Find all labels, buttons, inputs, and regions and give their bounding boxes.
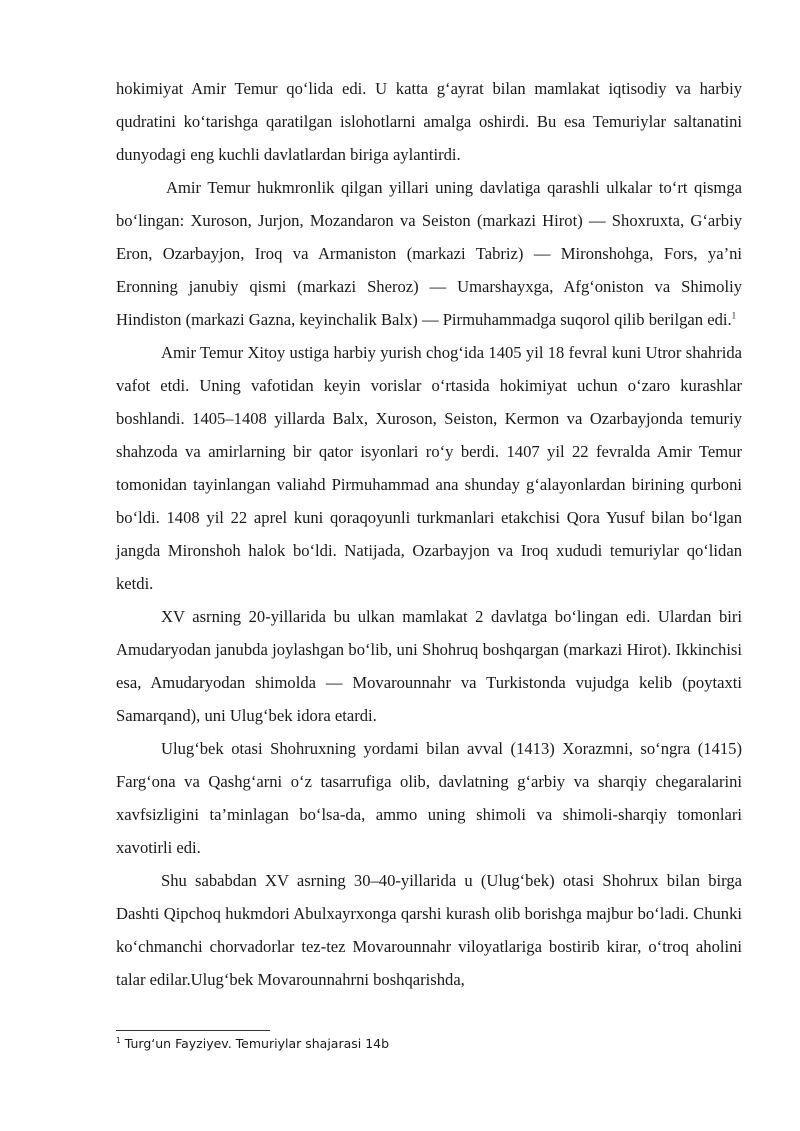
paragraph-4: XV asrning 20-yillarida bu ulkan mamlakat 2 davlatga bo‘lingan edi. Ulardan biri Amudaryodan janubda joylashgan bo‘lib, uni Shohruq boshqargan (markazi Hirot). Ikkinchisi esa, Amudaryodan shimolda — Movarounnahr va Turkistonda vujudga kelib (poytaxti Samarqand), uni Ulug‘bek idora etardi. bbox=[116, 607, 742, 725]
paragraph-3: Amir Temur Xitoy ustiga harbiy yurish chog‘ida 1405 yil 18 fevral kuni Utror shahrida vafot etdi. Uning vafotidan keyin vorislar o‘rtasida hokimiyat uchun o‘zaro kurashlar boshlandi. 1405–1408 yillarda Balx, Xuroson, Seiston, Kermon va Ozarbayjonda temuriy shahzoda va amirlarning bir qator isyonlari ro‘y berdi. 1407 yil 22 fevralda Amir Temur tomonidan tayinlangan valiahd Pirmuhammad ana shunday g‘alayonlardan birining qurboni bo‘ldi. 1408 yil 22 aprel kuni qoraqoyunli turkmanlari etakchisi Qora Yusuf bilan bo‘lgan jangda Mironshoh halok bo‘ldi. Natijada, Ozarbayjon va Iroq xududi temuriylar qo‘lidan ketdi. bbox=[116, 343, 742, 593]
paragraph-6: Shu sababdan XV asrning 30–40-yillarida u (Ulug‘bek) otasi Shohrux bilan birga Dashti Qipchoq hukmdori Abulxayrxonga qarshi kurash olib borishga majbur bo‘ladi. Chunki ko‘chmanchi chorvadorlar tez-tez Movarounnahr viloyatlariga bostirib kirar, o‘troq aholini talar edilar.Ulug‘bek Movarounnahrni boshqarishda, bbox=[116, 871, 742, 989]
footnote-text: Turg‘un Fayziyev. Temuriylar shajarasi 14b bbox=[124, 1036, 390, 1051]
footnote-divider bbox=[116, 1030, 270, 1031]
footnote-number: 1 bbox=[116, 1035, 121, 1045]
paragraph-1: hokimiyat Amir Temur qo‘lida edi. U katta g‘ayrat bilan mamlakat iqtisodiy va harbiy qudratini ko‘tarishga qaratilgan islohotlarni amalga oshirdi. Bu esa Temuriylar saltanatini dunyodagi eng kuchli davlatlardan biriga aylantirdi. bbox=[116, 79, 742, 164]
document-body bbox=[116, 72, 742, 996]
footnote-reference[interactable]: 1 bbox=[731, 310, 737, 321]
paragraph-5: Ulug‘bek otasi Shohruxning yordami bilan avval (1413) Xorazmni, so‘ngra (1415) Farg‘ona va Qashg‘arni o‘z tasarrufiga olib, davlatning g‘arbiy va sharqiy chegaralarini xavfsizligini ta’minlagan bo‘lsa-da, ammo uning shimoli va shimoli-sharqiy tomonlari xavotirli edi. bbox=[116, 739, 742, 857]
footnote bbox=[116, 1036, 389, 1052]
paragraph-2 bbox=[116, 171, 742, 336]
paragraph-2-text: Amir Temur hukmronlik qilgan yillari uning davlatiga qarashli ulkalar to‘rt qismga bo‘lingan: Xuroson, Jurjon, Mozandaron va Seiston (markazi Hirot) — Shoxruxta, G‘arbiy Eron, Ozarbayjon, Iroq va Armaniston (markazi Tabriz) — Mironshohga, Fors, ya’ni Eronning janubiy qismi (markazi Sheroz) — Umarshayxga, Afg‘oniston va Shimoliy Hindiston (markazi Gazna, keyinchalik Balx) — Pirmuhammadga suqorol qilib berilgan edi. bbox=[116, 178, 742, 329]
